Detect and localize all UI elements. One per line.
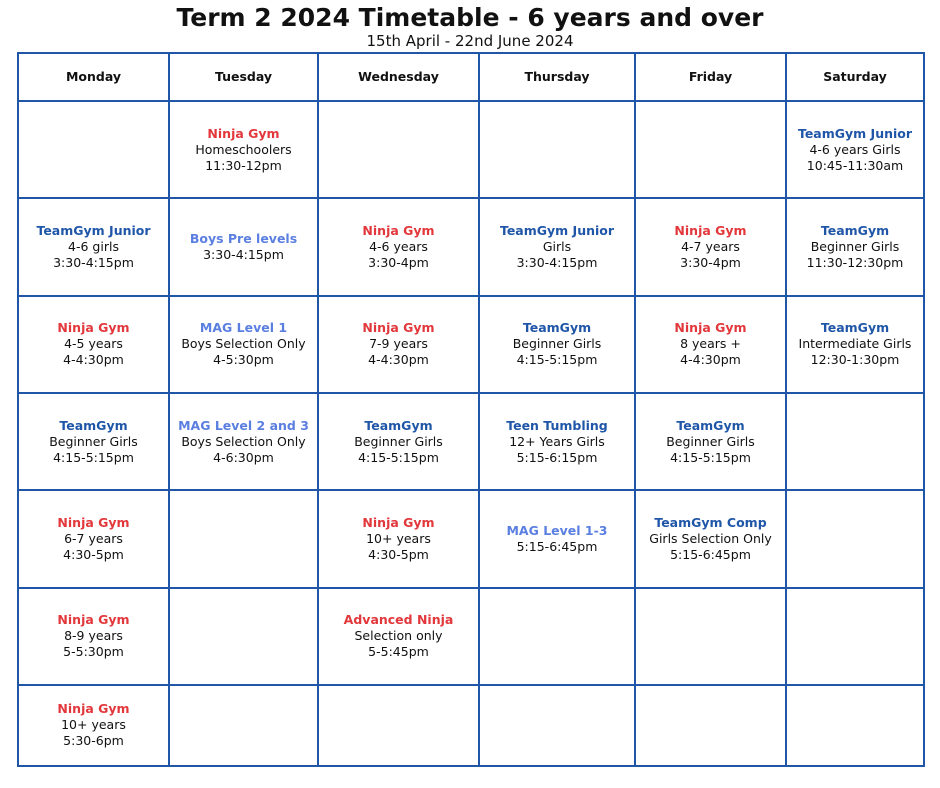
cell-thursday [479, 490, 635, 587]
class-detail: 8 years + [680, 336, 741, 352]
class-name: TeamGym [522, 320, 592, 336]
class-time: 4:15-5:15pm [670, 449, 751, 465]
class-name: Ninja Gym [57, 701, 130, 717]
timetable-row [18, 198, 924, 295]
cell-monday [18, 685, 169, 766]
cell-tuesday [169, 393, 318, 490]
class-detail: Beginner Girls [354, 433, 443, 449]
cell-friday [635, 685, 786, 766]
timetable-row [18, 296, 924, 393]
class-name: Ninja Gym [207, 125, 280, 141]
class-time: 4:15-5:15pm [516, 352, 598, 368]
class-name: Ninja Gym [57, 514, 130, 530]
class-name: Ninja Gym [57, 612, 130, 628]
class-time: 12:30-1:30pm [810, 352, 900, 368]
class-detail: 12+ Years Girls [509, 433, 605, 449]
class-name: Ninja Gym [57, 320, 130, 336]
class-time: 11:30-12pm [205, 157, 282, 173]
cell-tuesday [169, 296, 318, 393]
timetable-row [18, 588, 924, 685]
day-header-monday: Monday [18, 53, 169, 101]
class-detail: 10+ years [366, 530, 431, 546]
cell-thursday [479, 588, 635, 685]
day-header-row [18, 53, 924, 101]
cell-saturday [786, 101, 924, 198]
cell-wednesday [318, 101, 479, 198]
class-time: 4:30-5pm [63, 546, 124, 562]
class-detail: Girls [542, 238, 572, 254]
cell-thursday [479, 296, 635, 393]
cell-monday [18, 101, 169, 198]
cell-friday [635, 393, 786, 490]
cell-monday [18, 296, 169, 393]
timetable-row [18, 490, 924, 587]
class-name: TeamGym Junior [797, 125, 913, 141]
class-name: TeamGym [59, 417, 128, 433]
class-name: Advanced Ninja [343, 612, 454, 628]
class-detail: Homeschoolers [195, 141, 292, 157]
class-name: Ninja Gym [362, 320, 435, 336]
class-name: TeamGym [676, 417, 745, 433]
class-time: 3:30-4:15pm [53, 254, 134, 270]
class-time: 5:15-6:45pm [516, 538, 598, 554]
cell-tuesday [169, 490, 318, 587]
cell-saturday [786, 198, 924, 295]
class-detail: Selection only [354, 628, 443, 644]
cell-saturday [786, 588, 924, 685]
class-detail: Intermediate Girls [798, 336, 912, 352]
cell-thursday [479, 198, 635, 295]
class-time: 4-5:30pm [213, 352, 274, 368]
day-header-saturday: Saturday [786, 53, 924, 101]
class-detail: Girls Selection Only [649, 530, 772, 546]
cell-monday [18, 198, 169, 295]
cell-friday [635, 296, 786, 393]
class-time: 10:45-11:30am [806, 157, 904, 173]
class-time: 5:15-6:45pm [670, 546, 751, 562]
class-detail: Boys Selection Only [181, 433, 306, 449]
class-detail: Beginner Girls [810, 238, 900, 254]
cell-friday [635, 198, 786, 295]
cell-wednesday [318, 490, 479, 587]
class-time: 3:30-4pm [368, 254, 429, 270]
cell-saturday [786, 685, 924, 766]
class-time: 3:30-4:15pm [516, 254, 598, 270]
cell-tuesday [169, 685, 318, 766]
class-time: 5-5:45pm [368, 644, 429, 660]
class-time: 3:30-4:15pm [203, 246, 284, 262]
cell-tuesday [169, 198, 318, 295]
cell-wednesday [318, 393, 479, 490]
class-time: 3:30-4pm [680, 254, 741, 270]
cell-monday [18, 490, 169, 587]
class-time: 5:15-6:15pm [516, 449, 598, 465]
class-detail: 4-7 years [681, 238, 740, 254]
class-name: TeamGym Junior [499, 222, 615, 238]
class-detail: 8-9 years [64, 628, 123, 644]
class-name: TeamGym Comp [654, 514, 767, 530]
timetable-body [18, 101, 924, 766]
class-time: 11:30-12:30pm [806, 254, 904, 270]
class-time: 4-4:30pm [368, 352, 429, 368]
class-name: Boys Pre levels [189, 230, 298, 246]
timetable-row [18, 393, 924, 490]
page-subtitle: 15th April - 22nd June 2024 [366, 32, 574, 50]
timetable-row [18, 101, 924, 198]
timetable [17, 52, 925, 767]
class-detail: 6-7 years [64, 530, 123, 546]
class-name: Ninja Gym [674, 320, 747, 336]
day-header-wednesday: Wednesday [318, 53, 479, 101]
class-time: 4:15-5:15pm [53, 449, 134, 465]
cell-saturday [786, 393, 924, 490]
class-name: MAG Level 1 [199, 320, 288, 336]
class-detail: Beginner Girls [512, 336, 602, 352]
class-name: Teen Tumbling [506, 417, 608, 433]
class-time: 4:15-5:15pm [358, 449, 439, 465]
class-detail: 4-6 years [369, 238, 428, 254]
cell-friday [635, 490, 786, 587]
class-detail: 4-6 years Girls [809, 141, 901, 157]
cell-monday [18, 588, 169, 685]
class-time: 4-4:30pm [680, 352, 741, 368]
class-time: 4-6:30pm [213, 449, 274, 465]
class-detail: 4-6 girls [68, 238, 119, 254]
class-detail: 7-9 years [369, 336, 428, 352]
cell-thursday [479, 393, 635, 490]
cell-friday [635, 101, 786, 198]
timetable-row [18, 685, 924, 766]
cell-thursday [479, 101, 635, 198]
class-name: TeamGym [820, 222, 890, 238]
cell-thursday [479, 685, 635, 766]
class-name: Ninja Gym [362, 222, 435, 238]
day-header-thursday: Thursday [479, 53, 635, 101]
page-title: Term 2 2024 Timetable - 6 years and over [176, 3, 764, 32]
class-time: 4-4:30pm [63, 352, 124, 368]
cell-wednesday [318, 198, 479, 295]
class-name: TeamGym [820, 320, 890, 336]
cell-monday [18, 393, 169, 490]
day-header-friday: Friday [635, 53, 786, 101]
cell-wednesday [318, 588, 479, 685]
class-time: 5-5:30pm [63, 644, 124, 660]
cell-saturday [786, 490, 924, 587]
cell-tuesday [169, 101, 318, 198]
class-name: Ninja Gym [674, 222, 747, 238]
class-detail: Boys Selection Only [181, 336, 306, 352]
class-time: 5:30-6pm [63, 733, 124, 749]
class-name: Ninja Gym [362, 514, 435, 530]
class-detail: 10+ years [61, 717, 126, 733]
class-detail: 4-5 years [64, 336, 123, 352]
cell-friday [635, 588, 786, 685]
cell-saturday [786, 296, 924, 393]
class-name: TeamGym [364, 417, 433, 433]
cell-wednesday [318, 296, 479, 393]
class-name: MAG Level 1-3 [506, 522, 608, 538]
day-header-tuesday: Tuesday [169, 53, 318, 101]
class-time: 4:30-5pm [368, 546, 429, 562]
cell-wednesday [318, 685, 479, 766]
cell-tuesday [169, 588, 318, 685]
class-detail: Beginner Girls [49, 433, 138, 449]
class-detail: Beginner Girls [666, 433, 755, 449]
class-name: MAG Level 2 and 3 [178, 417, 309, 433]
class-name: TeamGym Junior [36, 222, 151, 238]
